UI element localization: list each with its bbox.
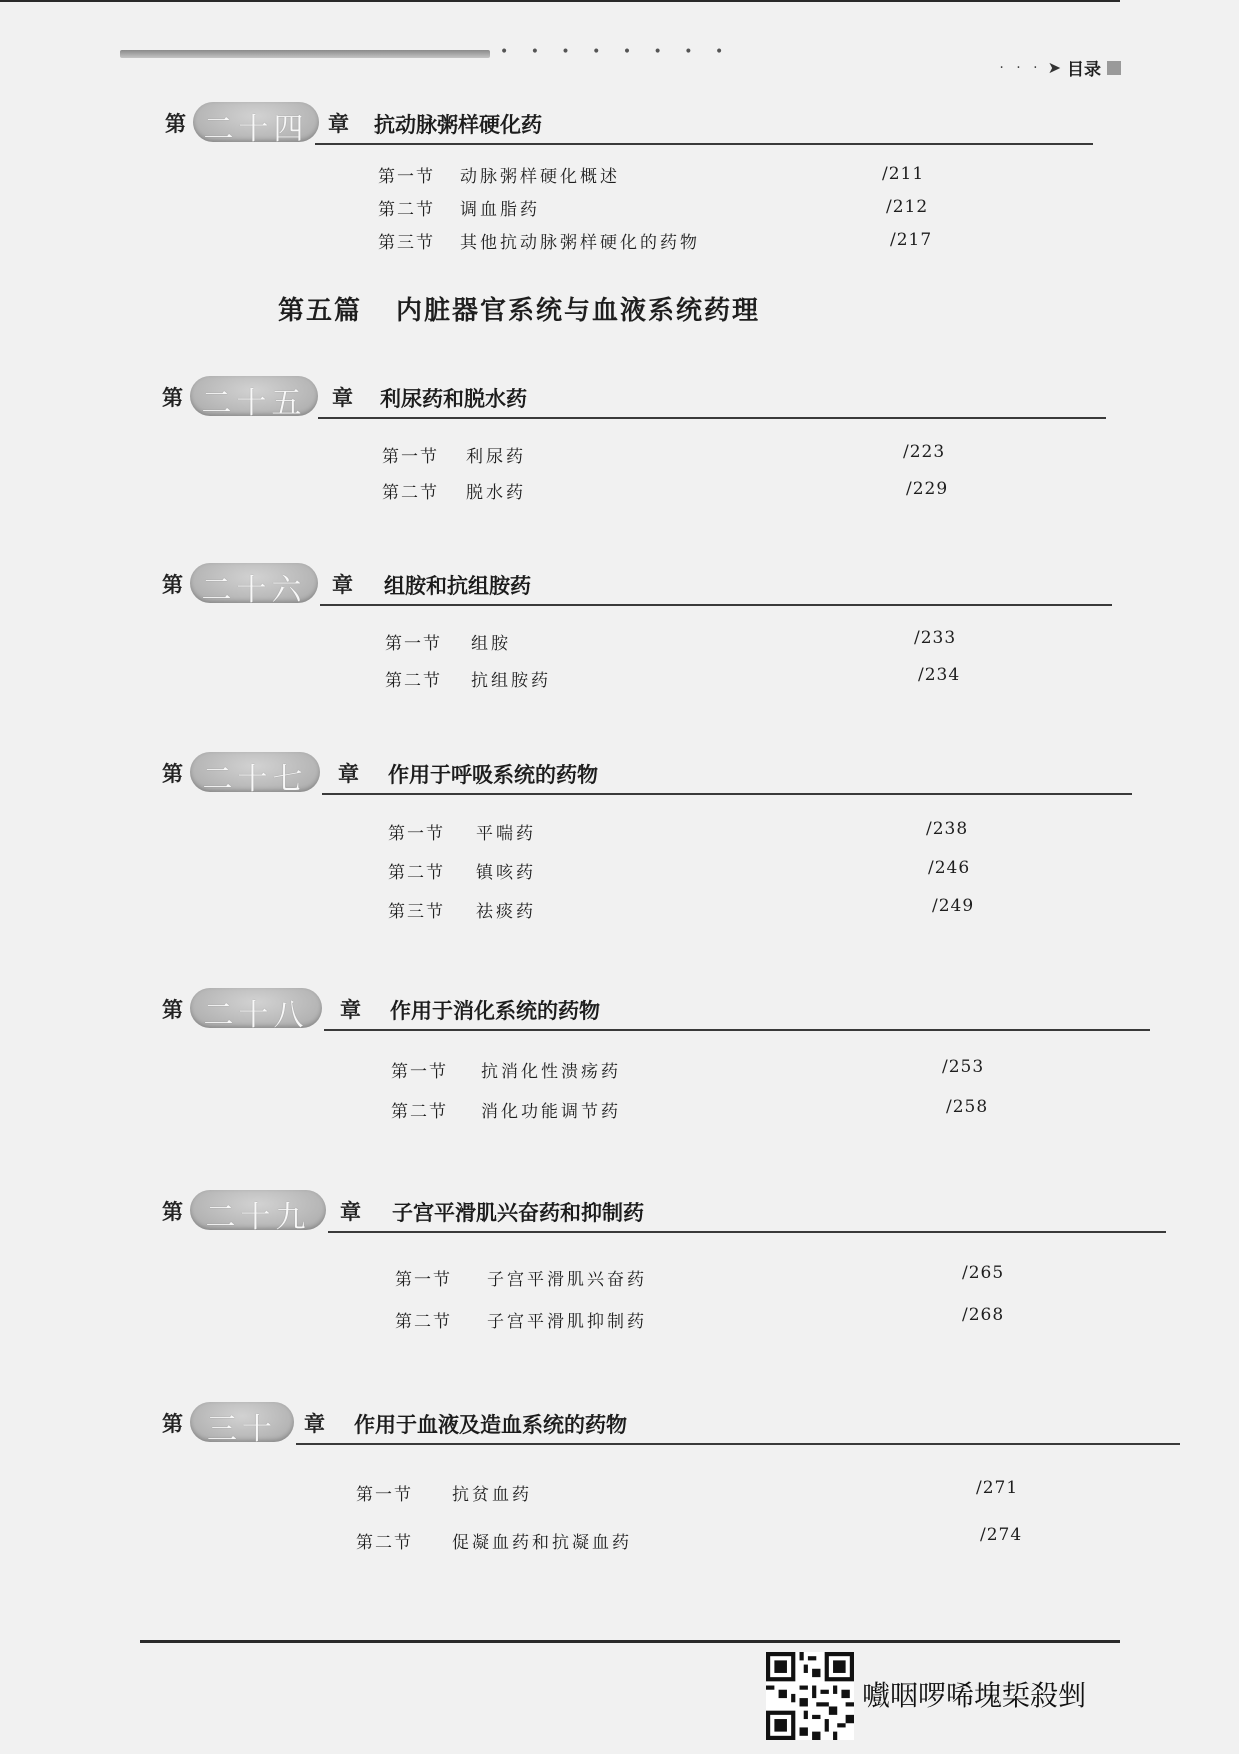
chapter-suffix: 章 (328, 112, 349, 136)
chapter-title: 利尿药和脱水药 (380, 387, 527, 411)
chapter-suffix: 章 (340, 998, 361, 1022)
page-number: /271 (976, 1478, 1019, 1498)
chapter-rule (328, 1231, 1166, 1233)
page-number: /223 (903, 442, 946, 462)
chapter-number: 二十五 (201, 386, 307, 421)
chapter-title: 抗动脉粥样硬化药 (374, 113, 542, 137)
page-number: /258 (946, 1097, 989, 1117)
page-number: /238 (926, 819, 969, 839)
page-number: /268 (962, 1305, 1005, 1325)
page-number: /233 (914, 628, 957, 648)
chapter-prefix: 第 (162, 1412, 183, 1436)
watermark-text: 嚱咽啰唏塊梊殺剉 (862, 1679, 1087, 1712)
page-number: /265 (962, 1263, 1005, 1283)
chapter-number: 二十六 (201, 573, 307, 608)
chapter-prefix: 第 (165, 112, 186, 136)
header-dots: · · · (999, 59, 1042, 76)
bottom-rule (140, 1640, 1120, 1643)
chapter-rule (324, 1029, 1150, 1031)
chapter-title: 作用于呼吸系统的药物 (388, 763, 598, 787)
chapter-number: 二十九 (205, 1200, 311, 1235)
chapter-number: 三十 (207, 1412, 277, 1447)
chapter-title: 作用于消化系统的药物 (390, 999, 600, 1023)
arrow-icon: ➤ (1047, 58, 1061, 77)
part-title (278, 290, 760, 327)
running-header (999, 55, 1121, 80)
page-number: /253 (942, 1057, 985, 1077)
chapter-prefix: 第 (162, 386, 183, 410)
chapter-number: 二十七 (202, 762, 308, 797)
page-number: /234 (918, 665, 961, 685)
chapter-suffix: 章 (340, 1200, 361, 1224)
chapter-number: 二十四 (203, 112, 309, 147)
chapter-title: 组胺和抗组胺药 (384, 574, 531, 598)
part-label: 第五篇 (278, 296, 363, 326)
chapter-prefix: 第 (162, 573, 183, 597)
top-edge-line (0, 0, 1120, 2)
chapter-suffix: 章 (332, 573, 353, 597)
chapter-rule (315, 143, 1093, 145)
chapter-number: 二十八 (203, 998, 309, 1033)
chapter-suffix: 章 (332, 386, 353, 410)
chapter-suffix: 章 (338, 762, 359, 786)
square-marker-icon (1107, 61, 1121, 75)
page-number: /229 (906, 479, 949, 499)
page-number: /212 (886, 197, 929, 217)
page-number: /211 (882, 164, 925, 184)
chapter-rule (320, 604, 1112, 606)
chapter-title: 子宫平滑肌兴奋药和抑制药 (392, 1201, 644, 1225)
chapter-rule (318, 417, 1106, 419)
page-number: /249 (932, 896, 975, 916)
chapter-prefix: 第 (162, 998, 183, 1022)
header-title: 目录 (1067, 60, 1101, 80)
chapter-prefix: 第 (162, 762, 183, 786)
chapter-suffix: 章 (304, 1412, 325, 1436)
header-bar (120, 50, 490, 58)
page-number: /274 (980, 1525, 1023, 1545)
header-dots-left: • • • • • • • • (500, 44, 733, 60)
part-name: 内脏器官系统与血液系统药理 (396, 296, 761, 326)
chapter-prefix: 第 (162, 1200, 183, 1224)
chapter-rule (296, 1443, 1180, 1445)
chapter-title: 作用于血液及造血系统的药物 (354, 1413, 627, 1437)
page-number: /217 (890, 230, 933, 250)
page-number: /246 (928, 858, 971, 878)
chapter-rule (322, 793, 1132, 795)
qr-code-icon (766, 1652, 854, 1740)
